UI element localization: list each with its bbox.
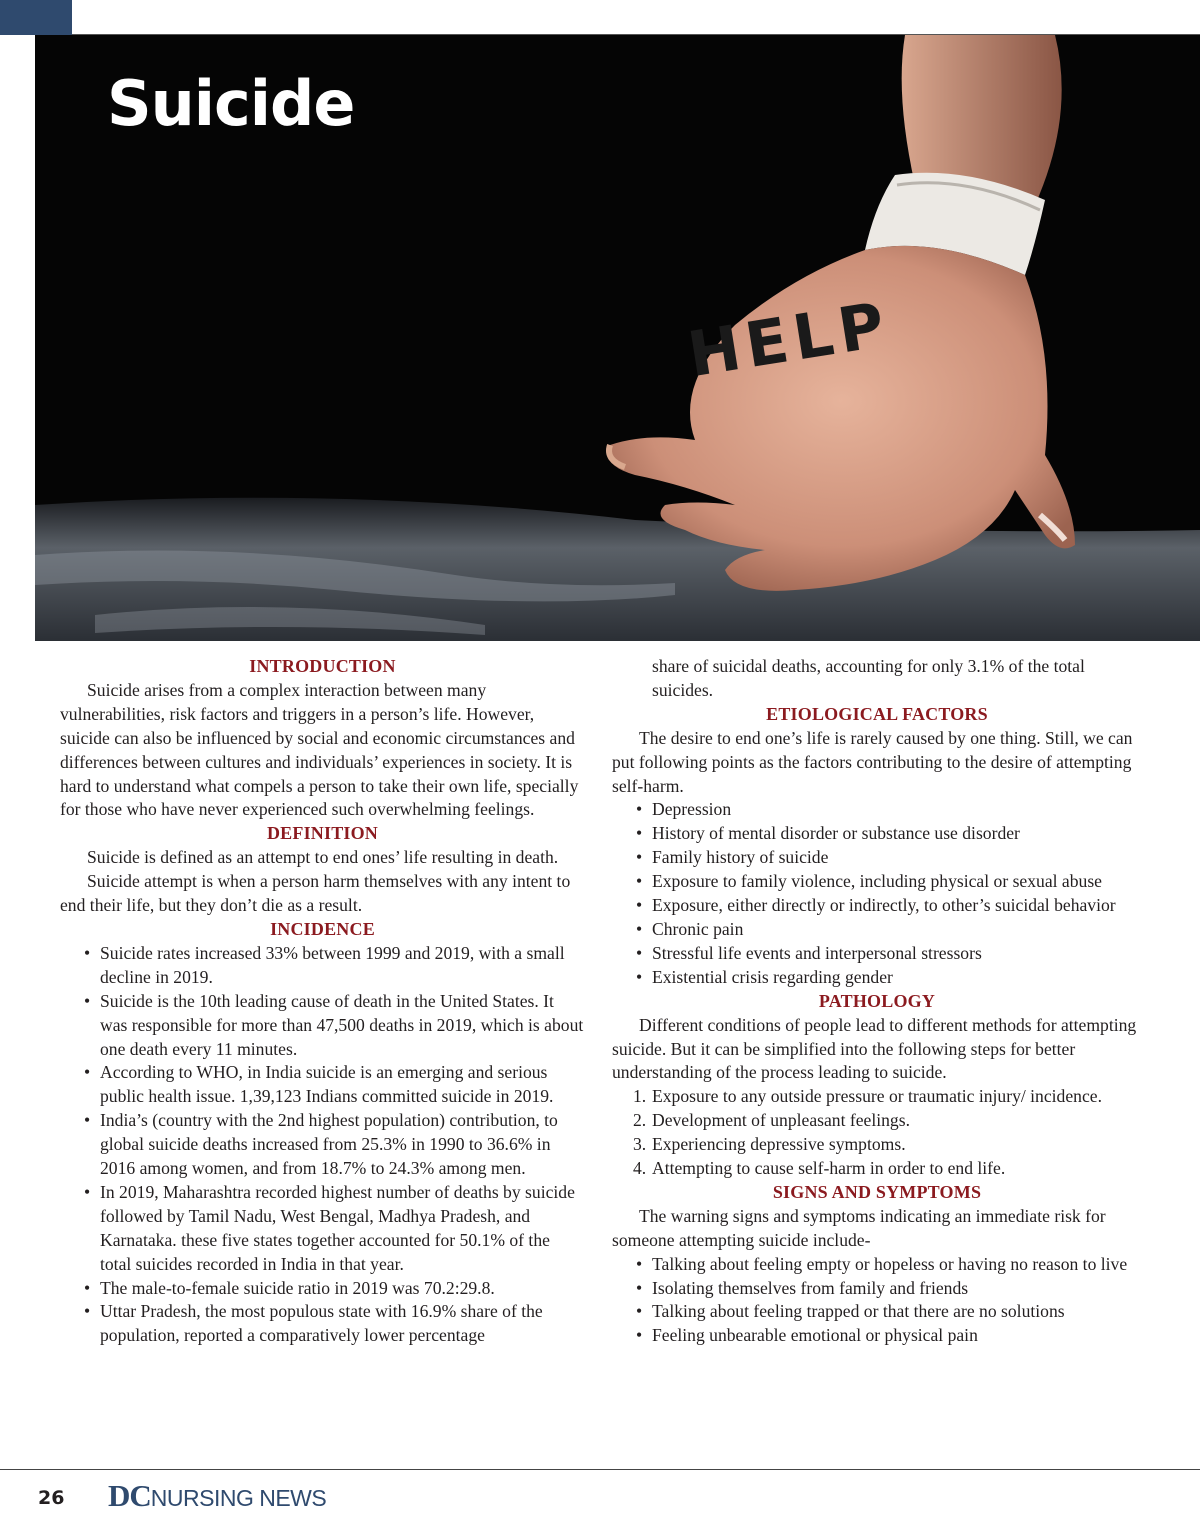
right-column <box>612 655 1142 1348</box>
step-number: 4. <box>633 1158 647 1179</box>
list-item: • Talking about feeling empty or hopeless or having no reason to live <box>612 1253 1142 1277</box>
page-title: Suicide <box>107 67 355 140</box>
step-number: 2. <box>633 1110 647 1131</box>
step-number: 1. <box>633 1086 647 1107</box>
list-item: • According to WHO, in India suicide is an emerging and serious public health issue. 1,39,123 Indians committed suicide in 2019. <box>60 1061 585 1109</box>
definition-paragraph: Suicide attempt is when a person harm themselves with any intent to end their life, but they don’t die as a result. <box>60 871 571 916</box>
left-column <box>60 655 585 1348</box>
list-item: • Uttar Pradesh, the most populous state with 16.9% share of the population, reported a comparatively lower percentage <box>60 1300 585 1348</box>
list-item: • Talking about feeling trapped or that there are no solutions <box>612 1300 1142 1324</box>
list-item: • India’s (country with the 2nd highest population) contribution, to global suicide deaths increased from 25.3% in 1990 to 36.6% in 2016 among women, and from 18.7% to 24.3% among men. <box>60 1109 585 1181</box>
svg-text:HELP: HELP <box>683 287 896 392</box>
list-item: • Exposure to family violence, including physical or sexual abuse <box>612 870 1142 894</box>
page-number: 26 <box>38 1487 65 1509</box>
header-color-tab <box>0 0 72 35</box>
step-text: Attempting to cause self-harm in order to end life. <box>652 1158 1006 1179</box>
section-heading-signs: SIGNS AND SYMPTOMS <box>772 1181 982 1202</box>
signs-list <box>612 1253 1142 1349</box>
list-item: • Existential crisis regarding gender <box>612 966 1142 990</box>
list-item: • Feeling unbearable emotional or physical pain <box>612 1324 1142 1348</box>
section-heading-introduction: INTRODUCTION <box>249 656 396 676</box>
magazine-logo <box>108 1478 326 1514</box>
pathology-steps <box>612 1085 1142 1181</box>
list-item: • Isolating themselves from family and friends <box>612 1277 1142 1301</box>
etiological-paragraph: The desire to end one’s life is rarely caused by one thing. Still, we can put following points as the factors contributing to the desire of attempting self-harm. <box>612 727 1133 796</box>
definition-paragraph: Suicide is defined as an attempt to end ones’ life resulting in death. <box>87 847 559 868</box>
signs-paragraph: The warning signs and symptoms indicating an immediate risk for someone attempting suicide include- <box>612 1205 1106 1250</box>
pathology-paragraph: Different conditions of people lead to different methods for attempting suicide. But it can be simplified into the following steps for better understanding of the process leading to suicide. <box>612 1014 1137 1083</box>
section-heading-incidence: INCIDENCE <box>270 918 375 939</box>
brand-name: NURSING NEWS <box>150 1485 327 1511</box>
list-item: • Exposure, either directly or indirectly, to other’s suicidal behavior <box>612 894 1142 918</box>
section-heading-etiological: ETIOLOGICAL FACTORS <box>766 703 988 724</box>
list-item <box>612 1085 1142 1109</box>
footer-rule <box>0 1469 1200 1470</box>
incidence-continued: share of suicidal deaths, accounting for only 3.1% of the total suicides. <box>652 656 1085 700</box>
list-item: • History of mental disorder or substance use disorder <box>612 822 1142 846</box>
list-item <box>612 1157 1142 1181</box>
incidence-list <box>60 942 585 1348</box>
step-text: Experiencing depressive symptoms. <box>652 1134 906 1155</box>
list-item: • The male-to-female suicide ratio in 2019 was 70.2:29.8. <box>60 1277 585 1301</box>
list-item: • Stressful life events and interpersonal stressors <box>612 942 1142 966</box>
step-text: Exposure to any outside pressure or traumatic injury/ incidence. <box>652 1086 1102 1107</box>
list-item: • Suicide is the 10th leading cause of death in the United States. It was responsible for more than 47,500 deaths in 2019, which is about one death every 11 minutes. <box>60 990 585 1062</box>
etiological-list <box>612 798 1142 989</box>
list-item: • Depression <box>612 798 1142 822</box>
brand-dc: DC <box>108 1478 151 1513</box>
list-item <box>612 1133 1142 1157</box>
list-item: • In 2019, Maharashtra recorded highest number of deaths by suicide followed by Tamil Nadu, West Bengal, Madhya Pradesh, and Karnataka. these five states together accounted for 50.1% of the total suicides recorded in India in that year. <box>60 1181 585 1277</box>
list-item: • Family history of suicide <box>612 846 1142 870</box>
list-item: • Suicide rates increased 33% between 1999 and 2019, with a small decline in 2019. <box>60 942 585 990</box>
step-number: 3. <box>633 1134 647 1155</box>
section-heading-definition: DEFINITION <box>266 823 379 844</box>
hero-image <box>35 35 1200 641</box>
introduction-paragraph: Suicide arises from a complex interaction between many vulnerabilities, risk factors and triggers in a person’s life. However, suicide can also be influenced by social and economic circumstances and differences between cultures and individuals’ experiences in society. It is hard to understand what compels a person to take their own life, specially for those who have never experienced such overwhelming feelings. <box>60 679 579 820</box>
step-text: Development of unpleasant feelings. <box>652 1110 910 1131</box>
section-heading-pathology: PATHOLOGY <box>818 990 936 1011</box>
list-item: • Chronic pain <box>612 918 1142 942</box>
list-item <box>612 1109 1142 1133</box>
